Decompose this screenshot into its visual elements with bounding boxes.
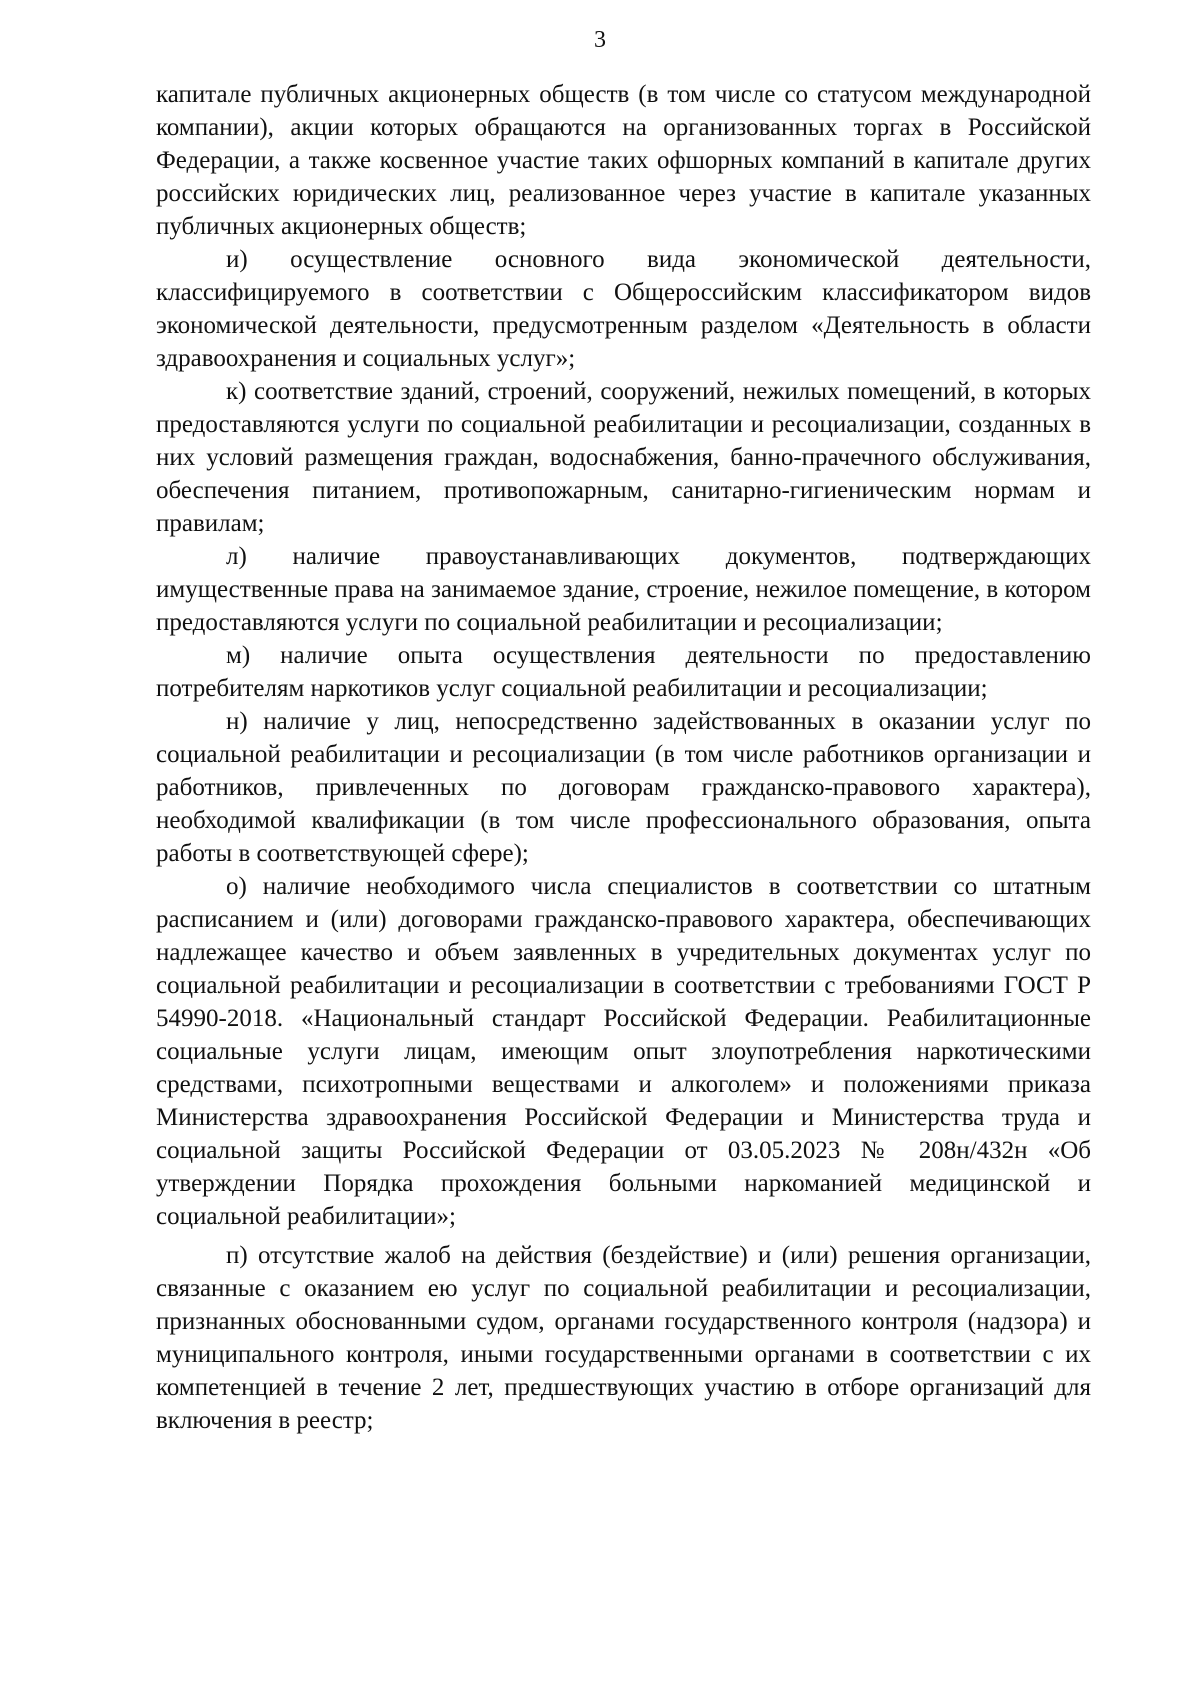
paragraph-item-m: м) наличие опыта осуществления деятельности по предоставлению потребителям наркотиков услуг социальной реабилитации и ресоциализации; bbox=[156, 642, 1091, 702]
paragraph-item-p: п) отсутствие жалоб на действия (бездействие) и (или) решения организации, связанные с оказанием ею услуг по социальной реабилитации и ресоциализации, признанных обоснованными судом, органами государственного контроля (надзора) и муниципального контроля, иными государственными органами в соответствии с их компетенцией в течение 2 лет, предшествующих участию в отборе организаций для включения в реестр; bbox=[156, 1242, 1091, 1434]
paragraph-continuation: капитале публичных акционерных обществ (в том числе со статусом международной компании), акции которых обращаются на организованных торгах в Российской Федерации, а также косвенное участие таких офшорных компаний в капитале других российских юридических лиц, реализованное через участие в капитале указанных публичных акционерных обществ; bbox=[156, 81, 1091, 240]
document-body bbox=[156, 78, 1091, 1437]
paragraph-item-k: к) соответствие зданий, строений, сооружений, нежилых помещений, в которых предоставляются услуги по социальной реабилитации и ресоциализации, созданных в них условий размещения граждан, водоснабжения, банно-прачечного обслуживания, обеспечения питанием, противопожарным, санитарно-гигиеническим нормам и правилам; bbox=[156, 378, 1091, 537]
paragraph-item-n: н) наличие у лиц, непосредственно задействованных в оказании услуг по социальной реабилитации и ресоциализации (в том числе работников организации и работников, привлеченных по договорам гражданско-правового характера), необходимой квалификации (в том числе профессионального образования, опыта работы в соответствующей сфере); bbox=[156, 708, 1091, 867]
paragraph-item-i: и) осуществление основного вида экономической деятельности, классифицируемого в соответствии с Общероссийским классификатором видов экономической деятельности, предусмотренным разделом «Деятельность в области здравоохранения и социальных услуг»; bbox=[156, 246, 1091, 372]
page-number: 3 bbox=[594, 27, 606, 53]
paragraph-item-l: л) наличие правоустанавливающих документов, подтверждающих имущественные права на занимаемое здание, строение, нежилое помещение, в котором предоставляются услуги по социальной реабилитации и ресоциализации; bbox=[156, 543, 1091, 636]
paragraph-item-o: о) наличие необходимого числа специалистов в соответствии со штатным расписанием и (или) договорами гражданско-правового характера, обеспечивающих надлежащее качество и объем заявленных в учредительных документах услуг по социальной реабилитации и ресоциализации в соответствии с требованиями ГОСТ Р 54990-2018. «Национальный стандарт Российской Федерации. Реабилитационные социальные услуги лицам, имеющим опыт злоупотребления наркотическими средствами, психотропными веществами и алкоголем» и положениями приказа Министерства здравоохранения Российской Федерации и Министерства труда и социальной защиты Российской Федерации от 03.05.2023 № 208н/432н «Об утверждении Порядка прохождения больными наркоманией медицинской и социальной реабилитации»; bbox=[156, 873, 1091, 1230]
